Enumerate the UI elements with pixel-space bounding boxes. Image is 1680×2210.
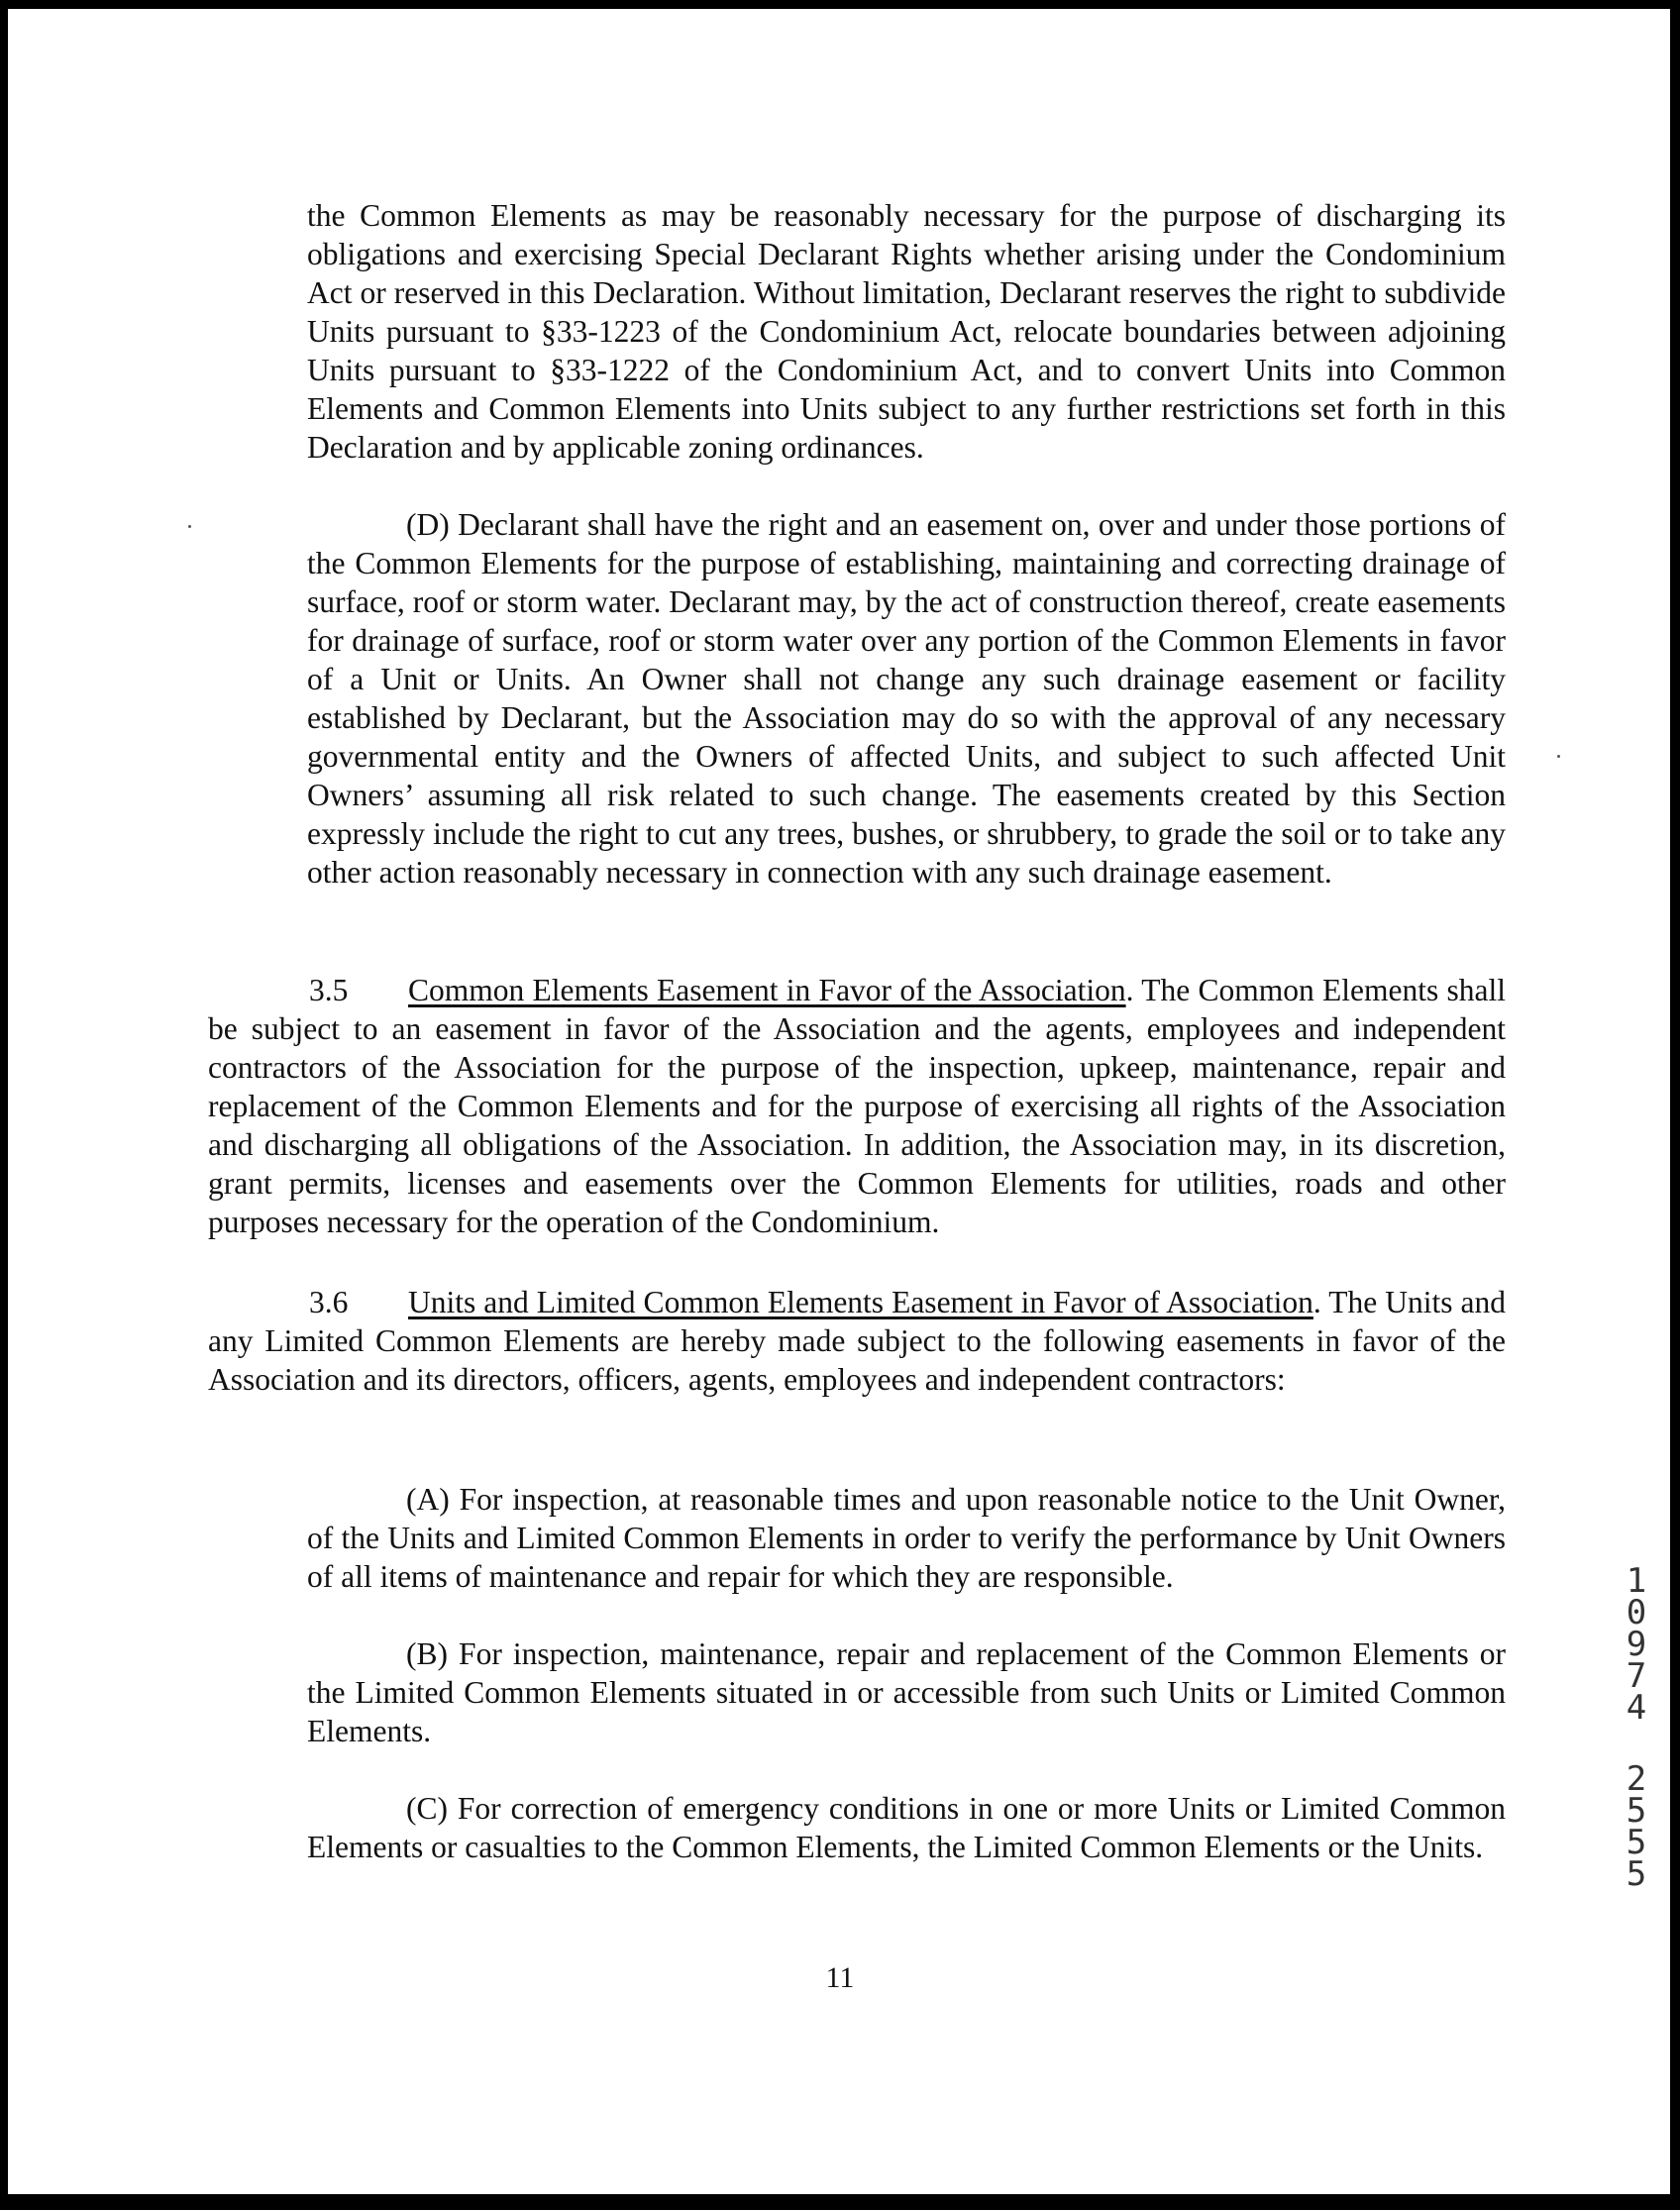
section-3-6 (208, 1283, 1506, 1399)
margin-stamp-bottom (1617, 1759, 1656, 1894)
item-c: (C) For correction of emergency conditions in one or more Units or Limited Common Elements or casualties to the Common Elements, the Limited Common Elements or the Units. (307, 1791, 1506, 1864)
section-3-6-number: 3.6 (309, 1285, 349, 1319)
section-3-5-heading: Common Elements Easement in Favor of the Association (408, 973, 1126, 1007)
item-a: (A) For inspection, at reasonable times and upon reasonable notice to the Unit Owner, of the Units and Limited Common Elements in order to verify the performance by Unit Owners of all items of maintenance and repair for which they are responsible. (307, 1482, 1506, 1594)
section-3-5-body: . The Common Elements shall be subject to an easement in favor of the Association and the agents, employees and independent contractors of the Association for the purpose of the inspection, upkeep, maintenance, repair and replacement of the Common Elements and for the purpose of exercising all rights of the Association and discharging all obligations of the Association. In addition, the Association may, in its discretion, grant permits, licenses and easements over the Common Elements for utilities, roads and other purposes necessary for the operation of the Condominium. (208, 973, 1506, 1239)
section-3-6-body: . The Units and any Limited Common Elements are hereby made subject to the following easements in favor of the Association and its directors, officers, agents, employees and independent contractors: (208, 1285, 1506, 1397)
section-3-5 (208, 971, 1506, 1241)
stamp-digit: 7 (1626, 1656, 1647, 1696)
margin-stamp-top (1617, 1561, 1656, 1728)
stamp-digit: 0 (1626, 1593, 1647, 1632)
stamp-digit: 4 (1626, 1688, 1647, 1728)
stamp-digit: 5 (1626, 1823, 1647, 1862)
stamp-digit: 5 (1626, 1854, 1647, 1894)
stamp-digit: 1 (1626, 1561, 1647, 1601)
item-b: (B) For inspection, maintenance, repair and replacement of the Common Elements or the Limited Common Elements situated in or accessible from such Units or Limited Common Elements. (307, 1636, 1506, 1748)
scan-speck (1557, 755, 1560, 758)
paragraph-d: (D) Declarant shall have the right and an easement on, over and under those portions of the Common Elements for the purpose of establishing, maintaining and correcting drainage of surface, roof or storm water. Declarant may, by the act of construction thereof, create easements for drainage of surface, roof or storm water over any portion of the Common Elements in favor of a Unit or Units. An Owner shall not change any such drainage easement or facility established by Declarant, but the Association may do so with the approval of any necessary governmental entity and the Owners of affected Units, and subject to such affected Unit Owners’ assuming all risk related to such change. The easements created by this Section expressly include the right to cut any trees, bushes, or shrubbery, to grade the soil or to take any other action reasonably necessary in connection with any such drainage easement. (307, 507, 1506, 890)
stamp-digit: 2 (1626, 1759, 1647, 1799)
section-3-6-heading: Units and Limited Common Elements Easement in Favor of Association (408, 1285, 1313, 1319)
paragraph-continuation: the Common Elements as may be reasonably necessary for the purpose of discharging its obligations and exercising Special Declarant Rights whether arising under the Condominium Act or reserved in this Declaration. Without limitation, Declarant reserves the right to subdivide Units pursuant to §33-1223 of the Condominium Act, relocate boundaries between adjoining Units pursuant to §33-1222 of the Condominium Act, and to convert Units into Common Elements and Common Elements into Units subject to any further restrictions set forth in this Declaration and by applicable zoning ordinances. (307, 198, 1506, 465)
stamp-digit: 9 (1626, 1625, 1647, 1664)
stamp-digit: 5 (1626, 1791, 1647, 1831)
margin-stamp (1617, 1561, 1656, 1894)
page-number: 11 (825, 1961, 855, 1994)
scan-speck (188, 525, 191, 528)
section-3-5-number: 3.5 (309, 973, 349, 1007)
